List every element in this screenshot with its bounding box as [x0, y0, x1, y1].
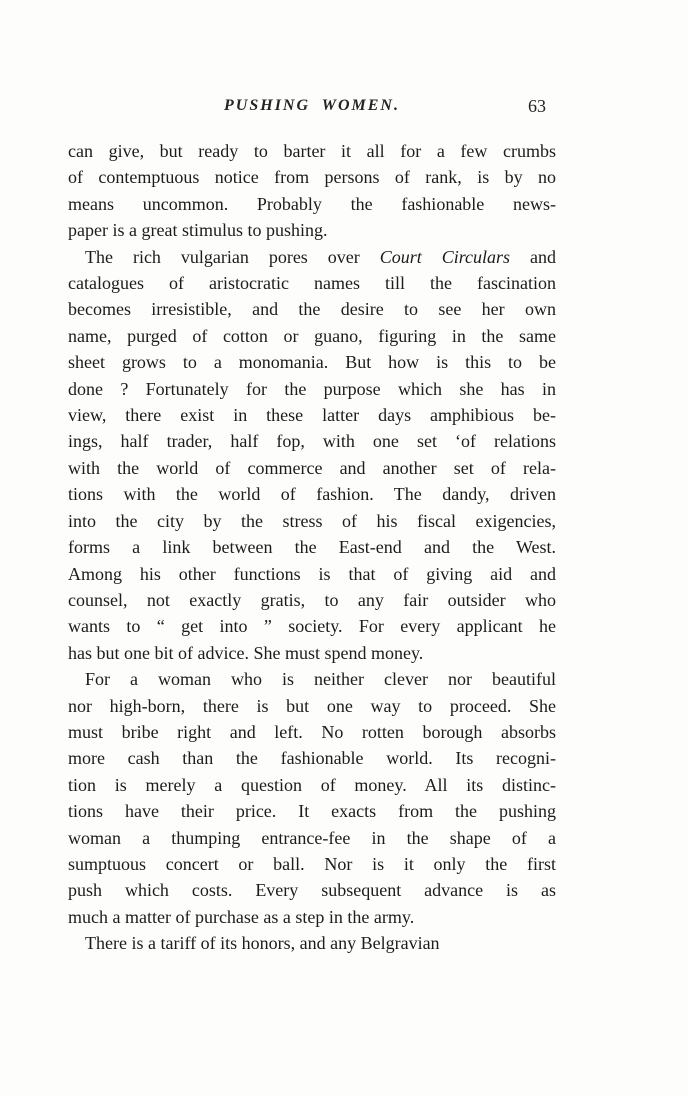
plain-text: tion is merely a question of money. All its distinc-	[68, 774, 556, 795]
plain-text: ings, half trader, half fop, with one set ‘of relations	[68, 431, 556, 452]
plain-text: push which costs. Every subsequent advance is as	[68, 880, 556, 901]
text-line	[68, 244, 556, 270]
plain-text: catalogues of aristocratic names till the fascination	[68, 273, 556, 294]
text-line	[68, 587, 556, 613]
plain-text: more cash than the fashionable world. Its recogni-	[68, 748, 556, 769]
plain-text: and	[510, 246, 556, 267]
running-head-title: PUSHING WOMEN.	[224, 97, 400, 114]
text-line	[68, 745, 556, 771]
text-line	[68, 693, 556, 719]
plain-text: name, purged of cotton or guano, figuring in the same	[68, 325, 556, 346]
text-line	[68, 508, 556, 534]
text-line	[68, 455, 556, 481]
plain-text: forms a link between the East-end and the West.	[68, 537, 556, 558]
plain-text: can give, but ready to barter it all for a few crumbs	[68, 141, 556, 161]
text-line	[68, 138, 556, 164]
text-line	[68, 296, 556, 322]
plain-text: must bribe right and left. No rotten borough absorbs	[68, 721, 556, 742]
text-line	[68, 613, 556, 639]
text-line	[68, 428, 556, 454]
plain-text: counsel, not exactly gratis, to any fair outsider who	[68, 589, 556, 610]
plain-text: means uncommon. Probably the fashionable news-	[68, 193, 556, 214]
plain-text: For a woman who is neither clever nor beautiful	[85, 669, 556, 690]
italic-text: Court Circulars	[379, 246, 511, 267]
page-header	[68, 97, 556, 119]
plain-text: into the city by the stress of his fiscal exigencies,	[68, 510, 556, 531]
plain-text: sheet grows to a monomania. But how is this to be	[68, 352, 556, 373]
plain-text: with the world of commerce and another set of rela-	[68, 457, 556, 478]
text-line	[68, 798, 556, 824]
text-line	[68, 323, 556, 349]
plain-text: becomes irresistible, and the desire to see her own	[68, 299, 556, 320]
text-line	[68, 561, 556, 587]
text-line	[68, 772, 556, 798]
page-body	[68, 138, 556, 957]
text-line	[68, 719, 556, 745]
plain-text: woman a thumping entrance-fee in the shape of a	[68, 827, 556, 848]
text-line	[68, 402, 556, 428]
text-line	[68, 904, 556, 930]
plain-text: nor high-born, there is but one way to proceed. She	[68, 695, 556, 716]
text-line	[68, 851, 556, 877]
plain-text: wants to “ get into ” society. For every applicant he	[68, 616, 556, 637]
text-line	[68, 481, 556, 507]
page-number: 63	[528, 96, 546, 116]
text-line	[68, 877, 556, 903]
plain-text: tions with the world of fashion. The dandy, driven	[68, 484, 556, 505]
plain-text: view, there exist in these latter days amphibious be-	[68, 405, 556, 426]
text-line	[68, 534, 556, 560]
text-line	[68, 270, 556, 296]
plain-text: sumptuous concert or ball. Nor is it only the first	[68, 853, 556, 874]
plain-text: The rich vulgarian pores over	[85, 246, 380, 267]
plain-text: much a matter of purchase as a step in the army.	[68, 906, 415, 927]
plain-text: of contemptuous notice from persons of rank, is by no	[68, 167, 556, 188]
text-line	[68, 191, 556, 217]
text-line	[68, 825, 556, 851]
plain-text: paper is a great stimulus to pushing.	[68, 220, 328, 241]
plain-text: has but one bit of advice. She must spend money.	[68, 642, 424, 663]
plain-text: done ? Fortunately for the purpose which she has in	[68, 378, 556, 399]
plain-text: Among his other functions is that of giving aid and	[68, 563, 556, 584]
text-line	[68, 376, 556, 402]
text-line	[68, 164, 556, 190]
text-line	[68, 640, 556, 666]
text-line	[68, 930, 556, 956]
plain-text: tions have their price. It exacts from the pushing	[68, 801, 556, 822]
text-line	[68, 666, 556, 692]
plain-text: There is a tariff of its honors, and any Belgravian	[85, 933, 440, 954]
text-line	[68, 217, 556, 243]
text-line	[68, 349, 556, 375]
